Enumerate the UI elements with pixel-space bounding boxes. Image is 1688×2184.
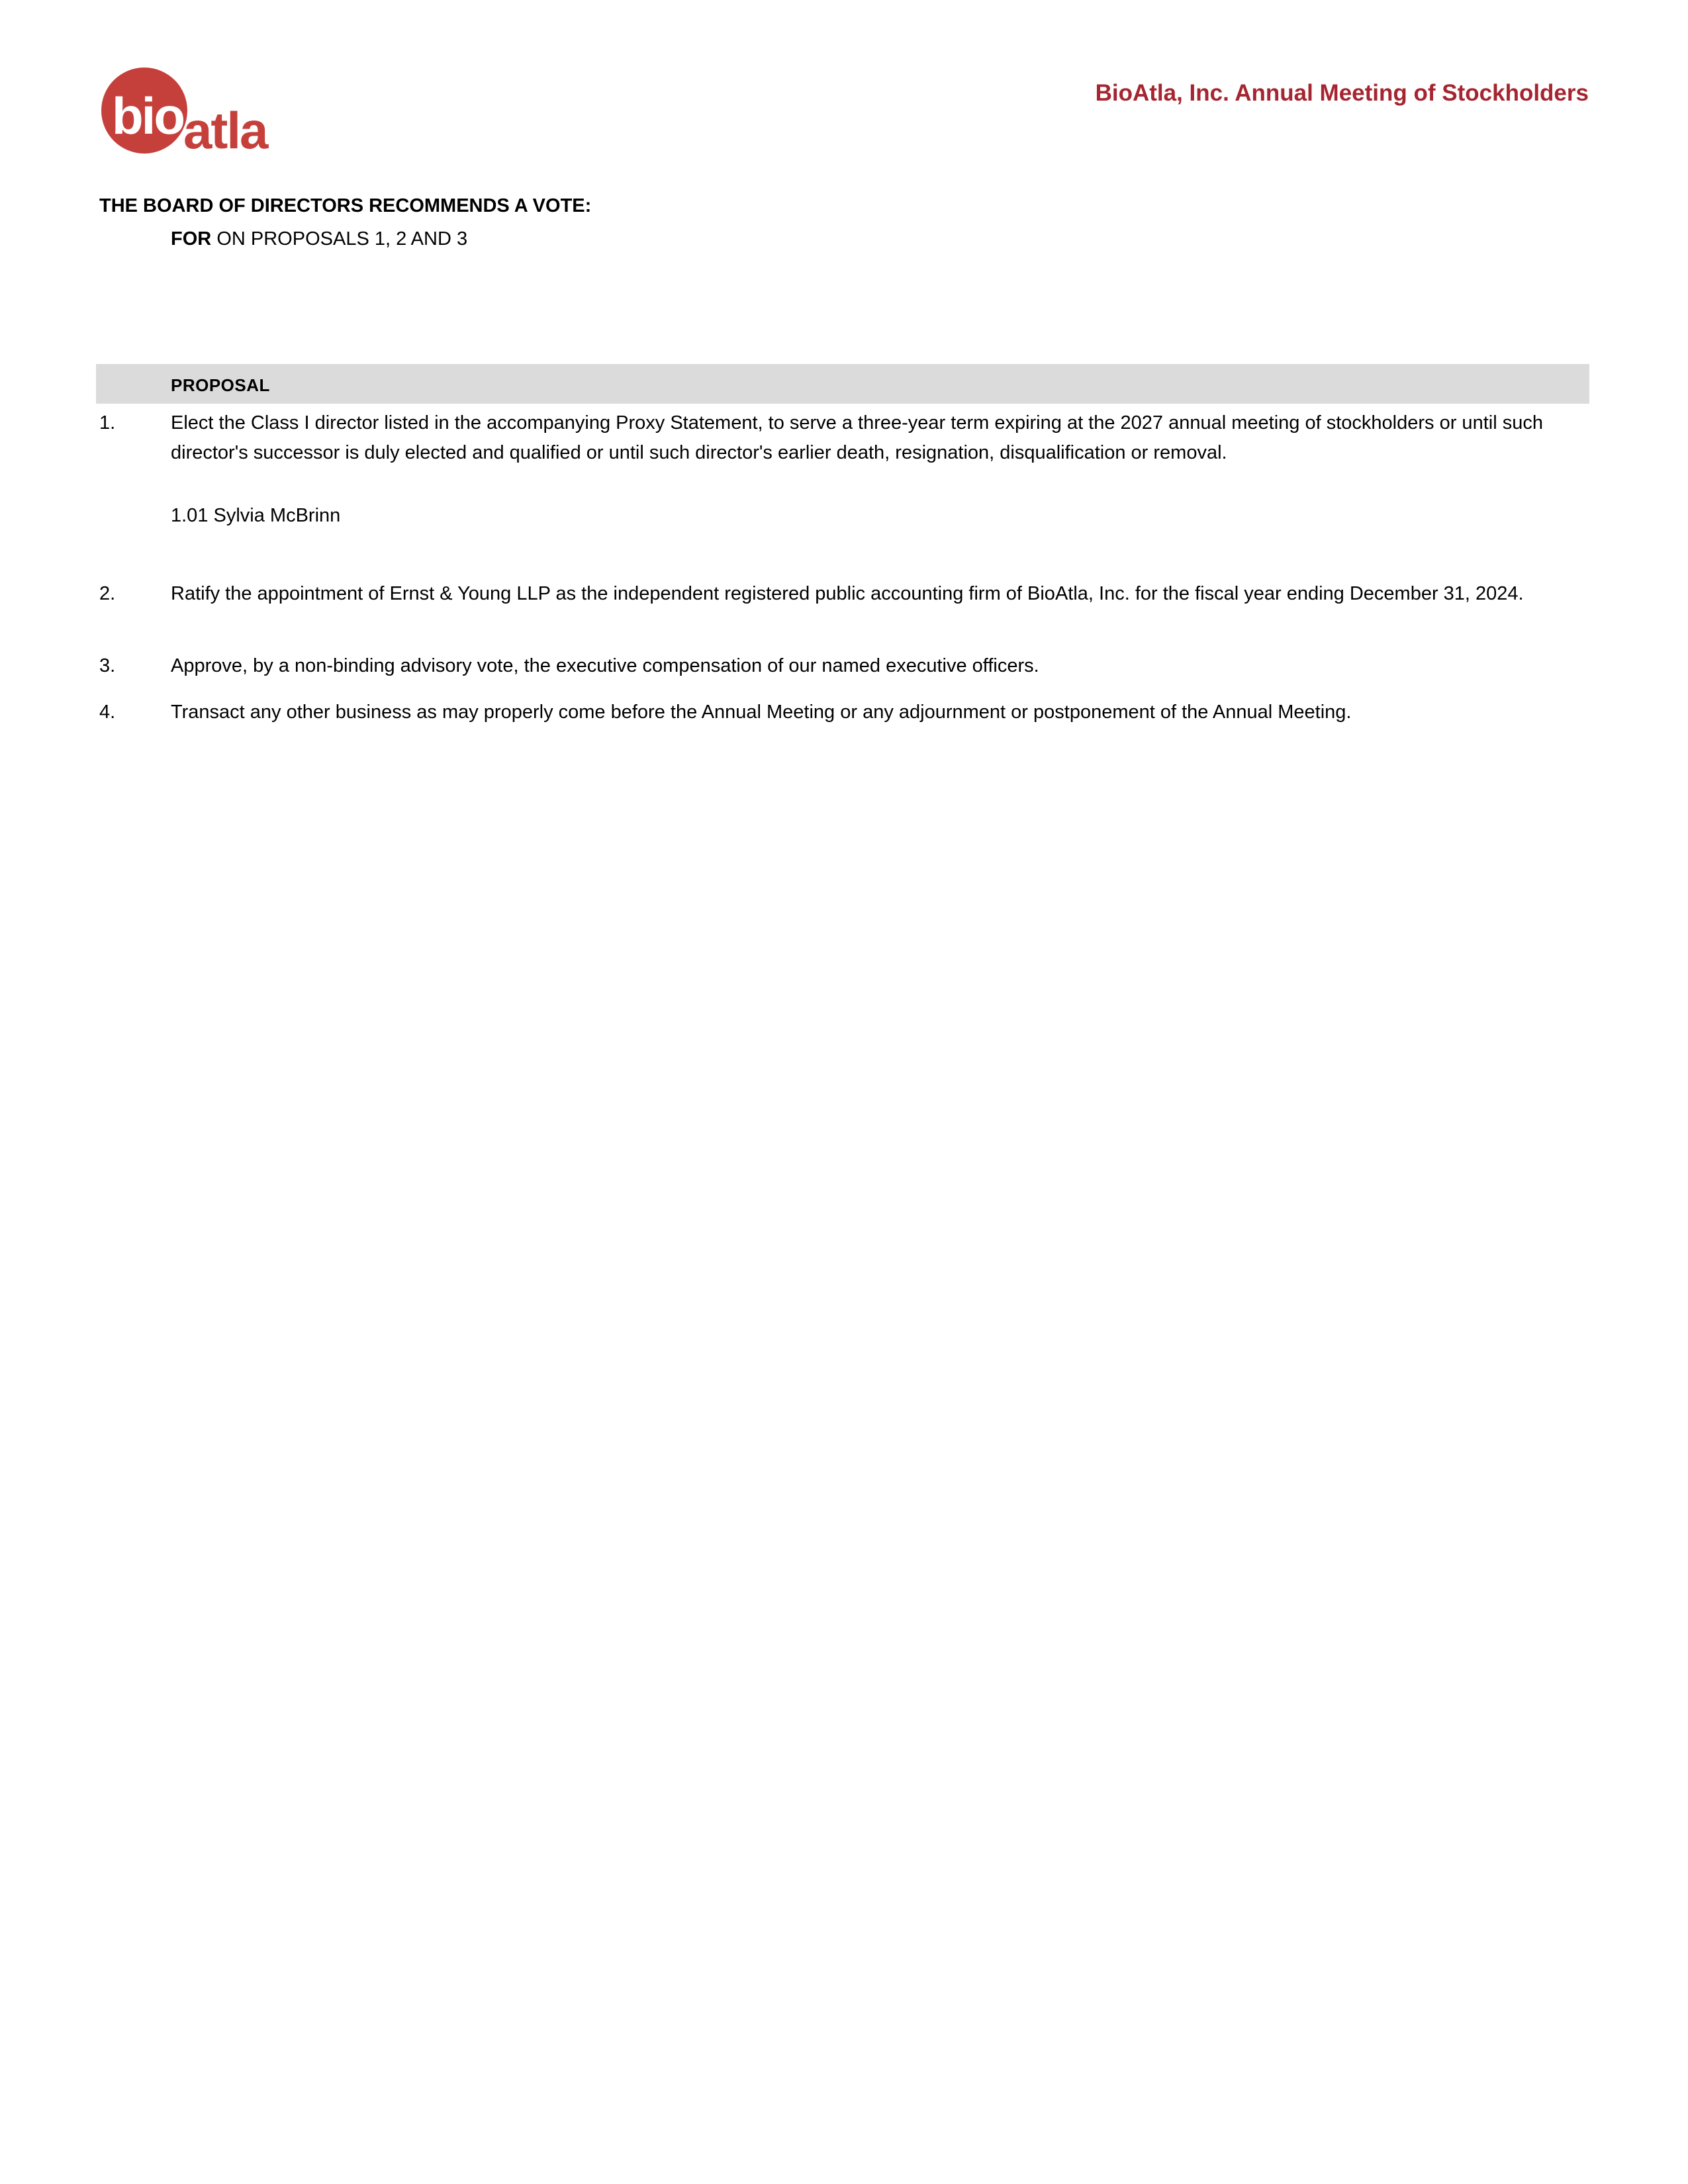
director-nominee-item: 1.01 Sylvia McBrinn — [171, 505, 341, 526]
proposal-number: 4. — [99, 702, 116, 723]
proposal-row-2 — [99, 579, 1591, 609]
recommendation-vote-line — [171, 227, 467, 251]
proposal-text: Ratify the appointment of Ernst & Young LLP as the independent registered public accounting firm of BioAtla, Inc. for the fiscal year ending December 31, 2024. — [171, 583, 1524, 604]
vote-line-rest: ON PROPOSALS 1, 2 AND 3 — [216, 228, 468, 250]
proposal-text: Approve, by a non-binding advisory vote, the executive compensation of our named executive officers. — [171, 655, 1039, 676]
logo-bio-text: bio — [112, 87, 183, 145]
proposal-header-label: PROPOSAL — [171, 375, 270, 395]
logo-atla-text: atla — [183, 101, 267, 159]
proposal-number: 3. — [99, 655, 116, 676]
director-nominee-row — [99, 501, 1591, 531]
bioatla-logo — [101, 68, 386, 157]
recommendation-heading: THE BOARD OF DIRECTORS RECOMMENDS A VOTE: — [99, 195, 592, 216]
proposal-text: Elect the Class I director listed in the accompanying Proxy Statement, to serve a three-year term expiring at the 2027 annual meeting of stockholders or until such director's successor is duly elected and qualified or until such director's earlier death, resignation, disqualification or removal. — [171, 412, 1543, 463]
vote-for-label: FOR — [171, 228, 212, 250]
proposal-row-4 — [99, 698, 1591, 727]
proposal-number: 2. — [99, 583, 116, 604]
proposal-text: Transact any other business as may properly come before the Annual Meeting or any adjournment or postponement of the Annual Meeting. — [171, 702, 1352, 723]
proposal-row-1 — [99, 408, 1591, 468]
proposal-table-header — [96, 364, 1589, 404]
document-title: BioAtla, Inc. Annual Meeting of Stockholders — [1095, 80, 1589, 106]
proposal-number: 1. — [99, 412, 116, 433]
proposal-row-3 — [99, 651, 1591, 681]
